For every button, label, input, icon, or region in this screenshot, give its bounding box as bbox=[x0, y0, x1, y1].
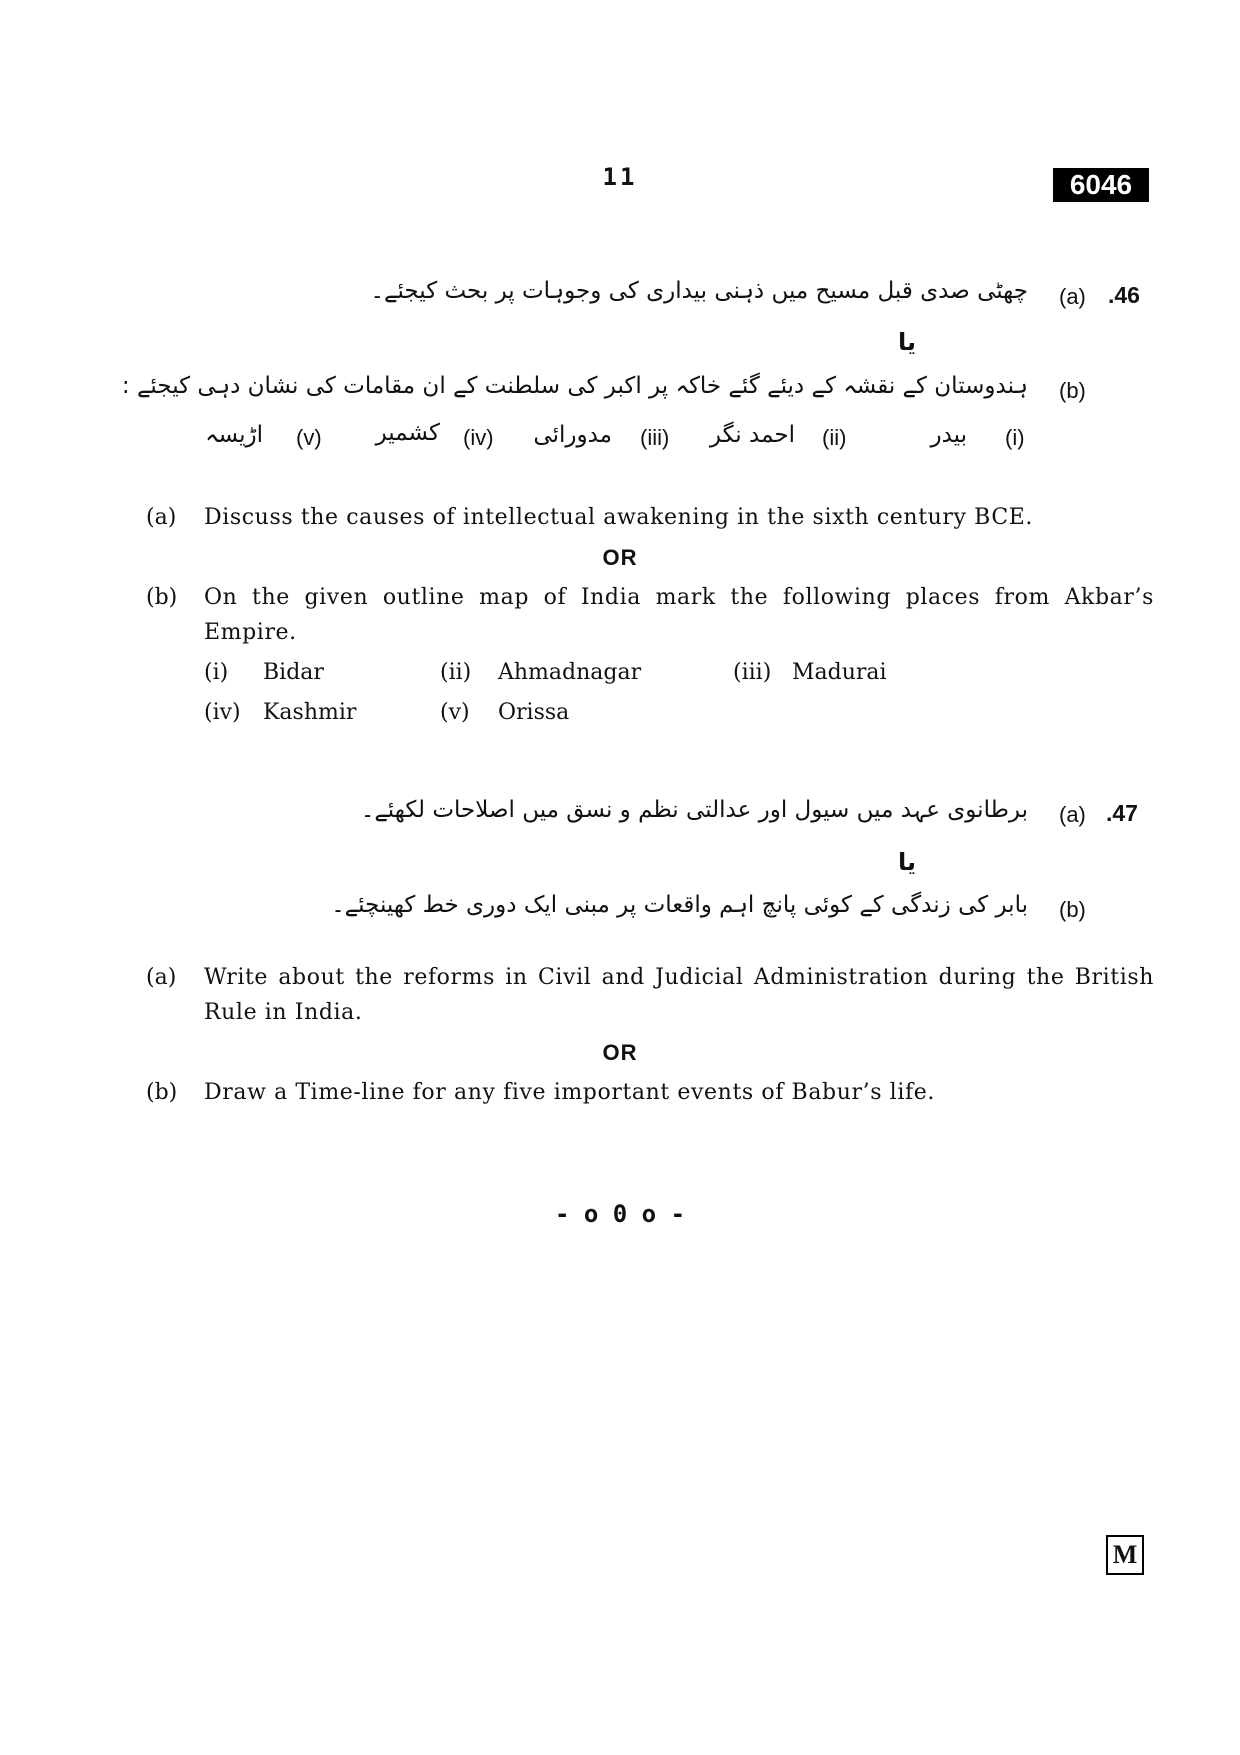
q46-urdu-place-num-5: (v) bbox=[296, 425, 322, 450]
q46-en-place-num-3: (iii) bbox=[733, 660, 772, 685]
q46-en-place-num-1: (i) bbox=[204, 660, 229, 685]
q46-urdu-place-name-5: اڑیسہ bbox=[205, 422, 263, 448]
q46-en-b-text: On the given outline map of India mark the following places from Akbar’s Empire. bbox=[204, 585, 1154, 645]
q47-en-or: OR bbox=[602, 1040, 638, 1065]
q46-en-place-name-5: Orissa bbox=[498, 700, 570, 725]
q46-en-a-text: Discuss the causes of intellectual awakening in the sixth century BCE. bbox=[204, 505, 1034, 530]
q46-urdu-b-label: (b) bbox=[1059, 378, 1086, 403]
q46-urdu-place-name-1: بیدر bbox=[930, 422, 967, 448]
q46-en-place-name-1: Bidar bbox=[263, 660, 324, 685]
q46-en-place-name-3: Madurai bbox=[792, 660, 887, 685]
q46-urdu-place-name-3: مدورائی bbox=[533, 422, 612, 448]
q46-urdu-b-text: ہندوستان کے نقشہ کے دیئے گئے خاکہ پر اکبر کی سلطنت کے ان مقامات کی نشان دہی کیجئے : bbox=[121, 373, 1028, 399]
q46-urdu-place-num-2: (ii) bbox=[822, 425, 847, 450]
q46-en-place-num-4: (iv) bbox=[204, 700, 241, 725]
q46-en-place-name-2: Ahmadnagar bbox=[498, 660, 642, 685]
q46-urdu-place-num-1: (i) bbox=[1005, 425, 1025, 450]
page-number: 11 bbox=[602, 163, 638, 191]
q46-urdu-a-label: (a) bbox=[1059, 284, 1086, 309]
medium-mark-box: M bbox=[1106, 1535, 1144, 1575]
q47-en-b-text: Draw a Time-line for any five important events of Babur’s life. bbox=[204, 1080, 935, 1105]
q46-en-place-name-4: Kashmir bbox=[263, 700, 357, 725]
q47-en-a-label: (a) bbox=[146, 965, 177, 990]
q47-urdu-or: یا bbox=[898, 848, 917, 876]
q46-number: .46 bbox=[1108, 282, 1140, 308]
end-of-paper-mark: - o 0 o - bbox=[554, 1200, 686, 1228]
paper-code-badge: 6046 bbox=[1053, 168, 1149, 202]
q46-urdu-a-text: چھٹی صدی قبل مسیح میں ذہنی بیداری کی وجوہات پر بحث کیجئے۔ bbox=[370, 278, 1028, 304]
q47-urdu-a-text: برطانوی عہد میں سیول اور عدالتی نظم و نسق میں اصلاحات لکھئے۔ bbox=[360, 797, 1028, 823]
q47-en-b-label: (b) bbox=[146, 1080, 178, 1105]
q46-en-a-label: (a) bbox=[146, 505, 177, 530]
q47-urdu-b-label: (b) bbox=[1059, 897, 1086, 922]
q46-urdu-or: یا bbox=[898, 328, 917, 356]
q46-en-b-label: (b) bbox=[146, 585, 178, 610]
q47-number: .47 bbox=[1106, 800, 1138, 826]
q47-urdu-a-label: (a) bbox=[1059, 802, 1086, 827]
q47-en-a-text: Write about the reforms in Civil and Judicial Administration during the British Rule in India. bbox=[204, 965, 1154, 1025]
q46-en-or: OR bbox=[602, 545, 638, 570]
q47-urdu-b-text: بابر کی زندگی کے کوئی پانچ اہم واقعات پر مبنی ایک دوری خط کھینچئے۔ bbox=[331, 892, 1028, 918]
q46-urdu-place-num-3: (iii) bbox=[640, 425, 670, 450]
q46-en-place-num-2: (ii) bbox=[440, 660, 472, 685]
q46-urdu-place-name-4: کشمیر bbox=[375, 420, 440, 446]
q46-urdu-place-name-2: احمد نگر bbox=[709, 422, 795, 448]
q46-urdu-place-num-4: (iv) bbox=[463, 425, 494, 450]
q46-en-place-num-5: (v) bbox=[440, 700, 470, 725]
